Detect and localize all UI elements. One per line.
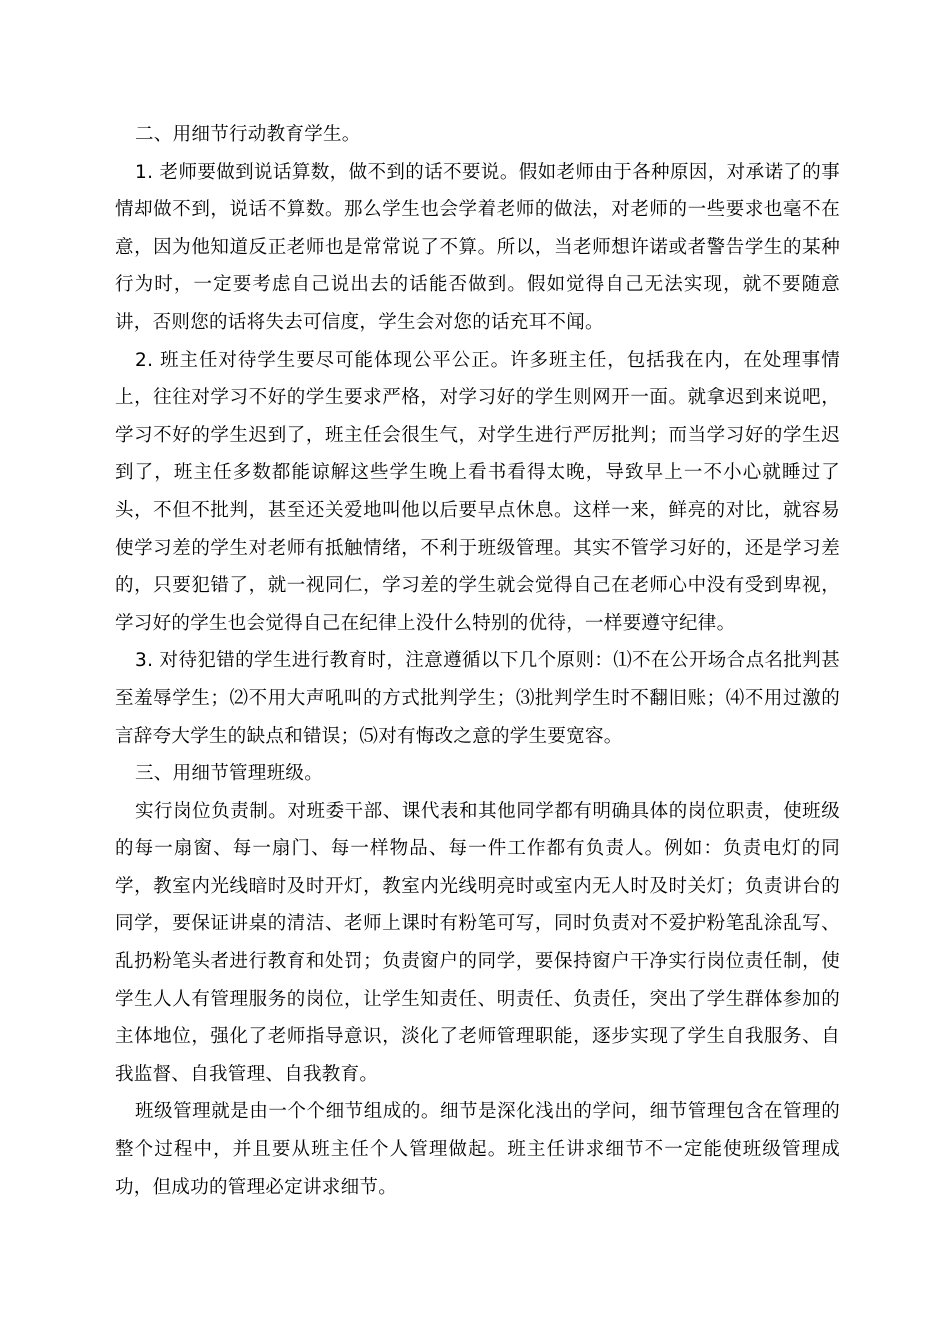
paragraph-point-2: 2. 班主任对待学生要尽可能体现公平公正。许多班主任，包括我在内，在处理事情上，往往对学习不好的学生要求严格，对学习好的学生则网开一面。就拿迟到来说吧，学习不好的学生迟到了，班主任会很生气，对学生进行严厉批判；而当学习好的学生迟到了，班主任多数都能谅解这些学生晚上看书看得太晚，导致早上一不小心就睡过了头，不但不批判，甚至还关爱地叫他以后要早点休息。这样一来，鲜亮的对比，就容易使学习差的学生对老师有抵触情绪，不利于班级管理。其实不管学习好的，还是学习差的，只要犯错了，就一视同仁，学习差的学生就会觉得自己在老师心中没有受到卑视，学习好的学生也会觉得自己在纪律上没什么特别的优待，一样要遵守纪律。 [115,349,840,634]
section-heading-2: 二、用细节行动教育学生。 [135,124,361,145]
paragraph-point-3: 3. 对待犯错的学生进行教育时，注意遵循以下几个原则：⑴不在公开场合点名批判甚至羞辱学生；⑵不用大声吼叫的方式批判学生；⑶批判学生时不翻旧账；⑷不用过激的言辞夸大学生的缺点和错误；⑸对有悔改之意的学生要宽容。 [115,650,840,747]
document-body [115,116,840,1206]
paragraph-responsibility-system: 实行岗位负责制。对班委干部、课代表和其他同学都有明确具体的岗位职责，使班级的每一扇窗、每一扇门、每一样物品、每一件工作都有负责人。例如：负责电灯的同学，教室内光线暗时及时开灯，教室内光线明亮时或室内无人时及时关灯；负责讲台的同学，要保证讲桌的清洁、老师上课时有粉笔可写，同时负责对不爱护粉笔乱涂乱写、乱扔粉笔头者进行教育和处罚；负责窗户的同学，要保持窗户干净实行岗位责任制，使学生人人有管理服务的岗位，让学生知责任、明责任、负责任，突出了学生群体参加的主体地位，强化了老师指导意识，淡化了老师管理职能，逐步实现了学生自我服务、自我监督、自我管理、自我教育。 [115,800,840,1085]
section-heading-3: 三、用细节管理班级。 [135,763,324,785]
paragraph-conclusion: 班级管理就是由一个个细节组成的。细节是深化浅出的学问，细节管理包含在管理的整个过程中，并且要从班主任个人管理做起。班主任讲求细节不一定能使班级管理成功，但成功的管理必定讲求细节。 [115,1101,840,1198]
paragraph-point-1: 1. 老师要做到说话算数，做不到的话不要说。假如老师由于各种原因，对承诺了的事情却做不到，说话不算数。那么学生也会学着老师的做法，对老师的一些要求也毫不在意，因为他知道反正老师也是常常说了不算。所以，当老师想许诺或者警告学生的某种行为时，一定要考虑自己说出去的话能否做到。假如觉得自己无法实现，就不要随意讲，否则您的话将失去可信度，学生会对您的话充耳不闻。 [115,161,840,333]
